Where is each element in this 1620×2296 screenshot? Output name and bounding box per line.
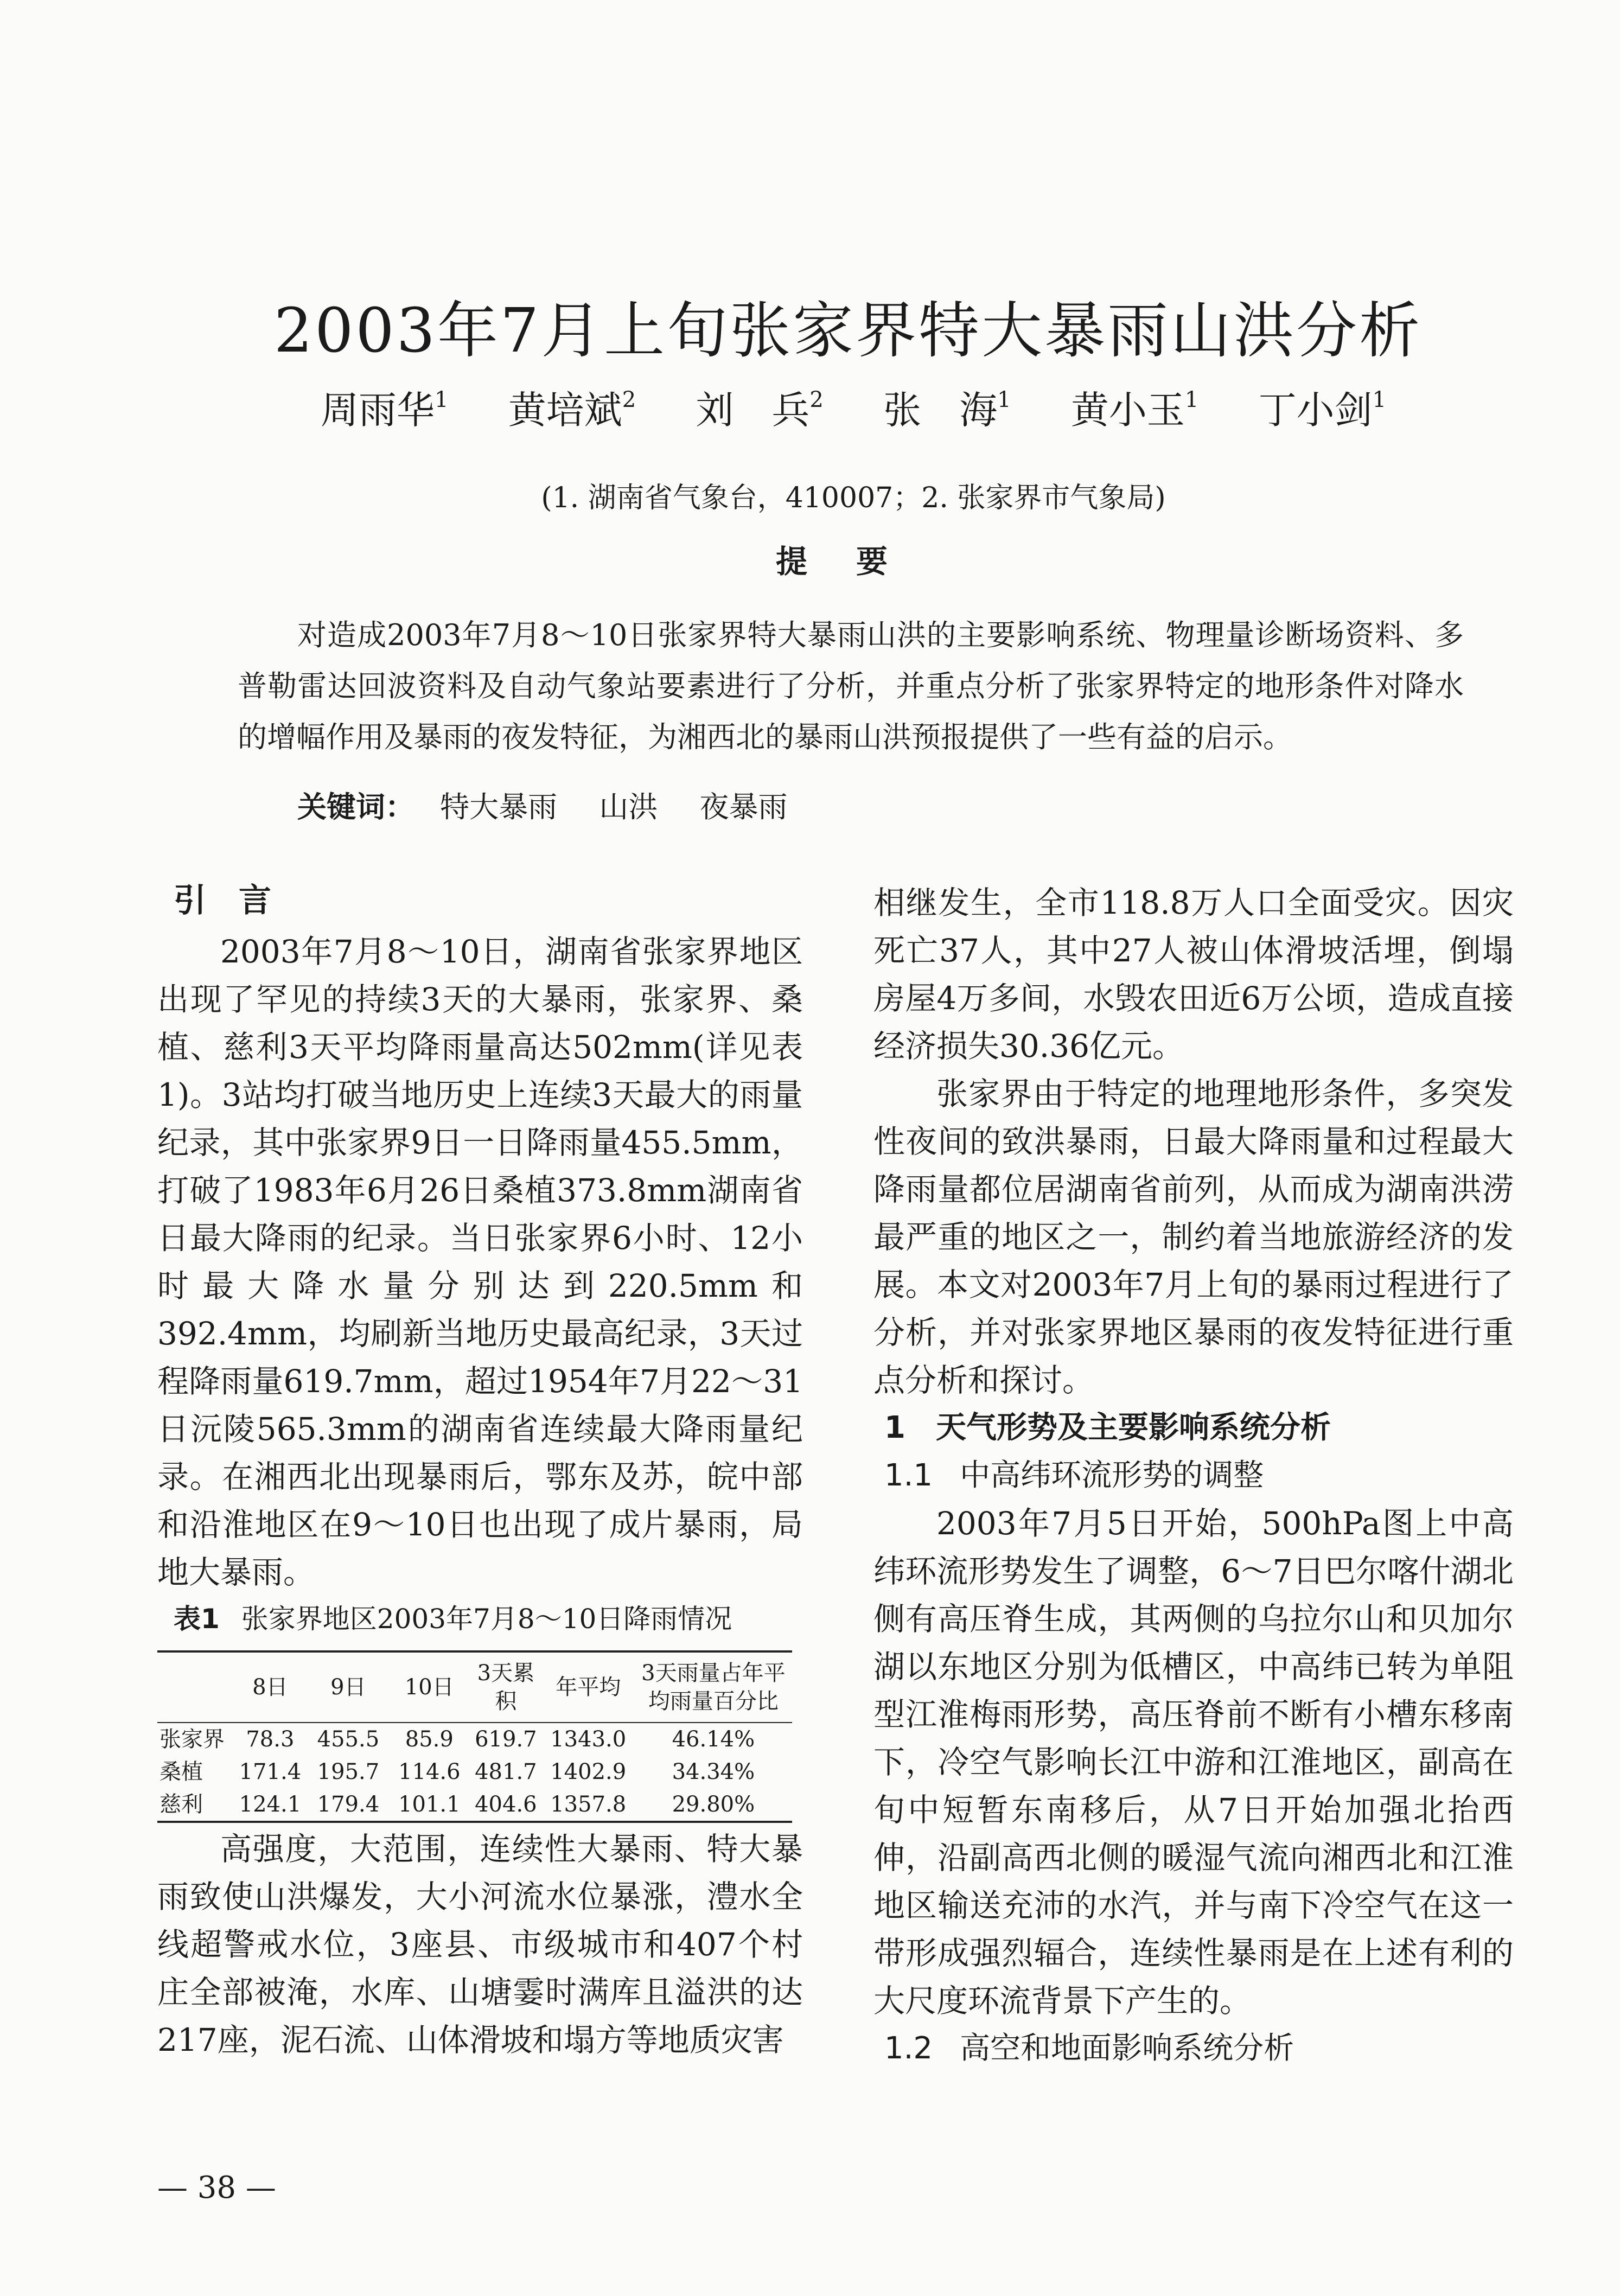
table-header-cell: 10日 — [404, 1675, 454, 1700]
intro-paragraph: 2003年7月8～10日，湖南省张家界地区出现了罕见的持续3天的大暴雨，张家界、桑植、慈利3天平均降雨量高达502mm(详见表1)。3站均打破当地历史上连续3天最大的雨量纪录，其中张家界9日一日降雨量455.5mm，打破了1983年6月26日桑植373.8mm湖南省日最大降雨的纪录。当日张家界6小时、12小时最大降水量分别达到220.5mm和392.4mm，均刷新当地历史最高纪录，3天过程降雨量619.7mm，超过1954年7月22～31日沅陵565.3mm的湖南省连续最大降雨量纪录。在湘西北出现暴雨后，鄂东及苏，皖中部和沿淮地区在9～10日也出现了成片暴雨，局地大暴雨。 — [157, 933, 803, 1591]
author: 周雨华$^1$ — [320, 387, 449, 432]
table-cell: 101.1 — [398, 1792, 461, 1817]
abstract-heading: 提要 — [776, 543, 937, 580]
table-header-cell: 3天累积 — [477, 1661, 535, 1714]
body-paragraph: 张家界由于特定的地理地形条件，多突发性夜间的致洪暴雨，日最大降雨量和过程最大降雨量都位居湖南省前列，从而成为湖南洪涝最严重的地区之一，制约着当地旅游经济的发展。本文对2003年7月上旬的暴雨过程进行了分析，并对张家界地区暴雨的夜发特征进行重点分析和探讨。 — [873, 1075, 1514, 1399]
author: 刘 兵$^2$ — [696, 387, 824, 432]
table-cell: 179.4 — [317, 1792, 380, 1817]
author: 丁小剑$^1$ — [1258, 387, 1387, 432]
table-header-cell: 9日 — [330, 1675, 366, 1700]
table-cell: 78.3 — [246, 1727, 295, 1752]
table-cell: 171.4 — [239, 1759, 302, 1784]
table-header-cell: 8日 — [252, 1675, 288, 1700]
subsection-heading — [884, 1452, 1514, 1500]
table-caption — [174, 1597, 803, 1641]
section-heading: 1 天气形势及主要影响系统分析 — [884, 1410, 1331, 1445]
body-paragraph: 高强度，大范围，连续性大暴雨、特大暴雨致使山洪爆发，大小河流水位暴涨，澧水全线超警戒水位，3座县、市级城市和407个村庄全部被淹，水库、山塘霎时满库且溢洪的达217座，泥石流、山体滑坡和塌方等地质灾害 — [157, 1831, 803, 2058]
keyword: 夜暴雨 — [699, 790, 788, 824]
right-column — [873, 879, 1514, 2072]
subsection-number: 1.2 — [884, 2031, 933, 2066]
table-cell: 404.6 — [475, 1792, 537, 1817]
abstract-text: 对造成2003年7月8～10日张家界特大暴雨山洪的主要影响系统、物理量诊断场资料、多普勒雷达回波资料及自动气象站要素进行了分析，并重点分析了张家界特定的地形条件对降水的增幅作用及暴雨的夜发特征，为湘西北的暴雨山洪预报提供了一些有益的启示。 — [238, 618, 1464, 754]
table-cell: 85.9 — [405, 1727, 454, 1752]
subsection-title: 中高纬环流形势的调整 — [960, 1458, 1264, 1493]
table-cell: 慈利 — [160, 1792, 203, 1817]
table-cell: 桑植 — [160, 1759, 203, 1784]
table-header-cell: 3天雨量占年平均雨量百分比 — [641, 1661, 786, 1714]
table-label: 表1 — [174, 1603, 220, 1635]
rainfall-table — [157, 1650, 792, 1823]
table-cell: 1343.0 — [550, 1727, 627, 1752]
keyword: 山洪 — [599, 790, 658, 824]
body-paragraph: 2003年7月5日开始，500hPa图上中高纬环流形势发生了调整，6～7日巴尔喀什湖北侧有高压脊生成，其两侧的乌拉尔山和贝加尔湖以东地区分别为低槽区，中高纬已转为单阻型江淮梅雨形势，高压脊前不断有小槽东移南下，冷空气影响长江中游和江淮地区，副高在旬中短暂东南移后，从7日开始加强北抬西伸，沿副高西北侧的暖湿气流向湘西北和江淮地区输送充沛的水汽，并与南下冷空气在这一带形成强烈辐合，连续性暴雨是在上述有利的大尺度环流背景下产生的。 — [873, 1505, 1514, 2019]
author: 黄小玉$^1$ — [1070, 387, 1199, 432]
author: 张 海$^1$ — [883, 387, 1011, 432]
table-cell: 46.14% — [672, 1727, 755, 1752]
body-paragraph: 相继发生，全市118.8万人口全面受灾。因灾死亡37人，其中27人被山体滑坡活埋，倒塌房屋4万多间，水毁农田近6万公顷，造成直接经济损失30.36亿元。 — [873, 884, 1514, 1064]
table-cell: 1402.9 — [550, 1759, 627, 1784]
table-cell: 124.1 — [239, 1792, 302, 1817]
paper-title: 2003年7月上旬张家界特大暴雨山洪分析 — [273, 296, 1423, 367]
table-header-cell — [157, 1651, 233, 1723]
page-number: — 38 — — [157, 2170, 276, 2205]
subsection-title: 高空和地面影响系统分析 — [960, 2031, 1294, 2066]
intro-heading: 引言 — [174, 882, 304, 920]
table-cell: 1357.8 — [550, 1792, 627, 1817]
table-cell: 张家界 — [160, 1727, 225, 1752]
table-row — [157, 1723, 792, 1756]
keywords-label: 关键词： — [297, 790, 414, 824]
table-cell: 114.6 — [398, 1759, 461, 1784]
table-header-row — [157, 1651, 792, 1723]
affiliation: (1. 湖南省气象台，410007；2. 张家界市气象局) — [541, 482, 1166, 514]
table-cell: 455.5 — [317, 1727, 380, 1752]
subsection-heading — [884, 2025, 1514, 2072]
table-cell: 195.7 — [317, 1759, 380, 1784]
keywords — [297, 784, 820, 826]
left-column — [157, 879, 803, 2064]
table-cell: 34.34% — [672, 1759, 755, 1784]
table-header-cell: 年平均 — [556, 1675, 621, 1700]
author: 黄培斌$^2$ — [508, 387, 636, 432]
table-row — [157, 1756, 792, 1788]
author-list — [0, 380, 1620, 435]
table-caption-text: 张家界地区2003年7月8～10日降雨情况 — [241, 1603, 732, 1635]
table-row — [157, 1788, 792, 1822]
keyword: 特大暴雨 — [440, 790, 558, 824]
table-cell: 29.80% — [672, 1792, 755, 1817]
table-cell: 481.7 — [475, 1759, 537, 1784]
table-cell: 619.7 — [475, 1727, 537, 1752]
subsection-number: 1.1 — [884, 1458, 933, 1493]
